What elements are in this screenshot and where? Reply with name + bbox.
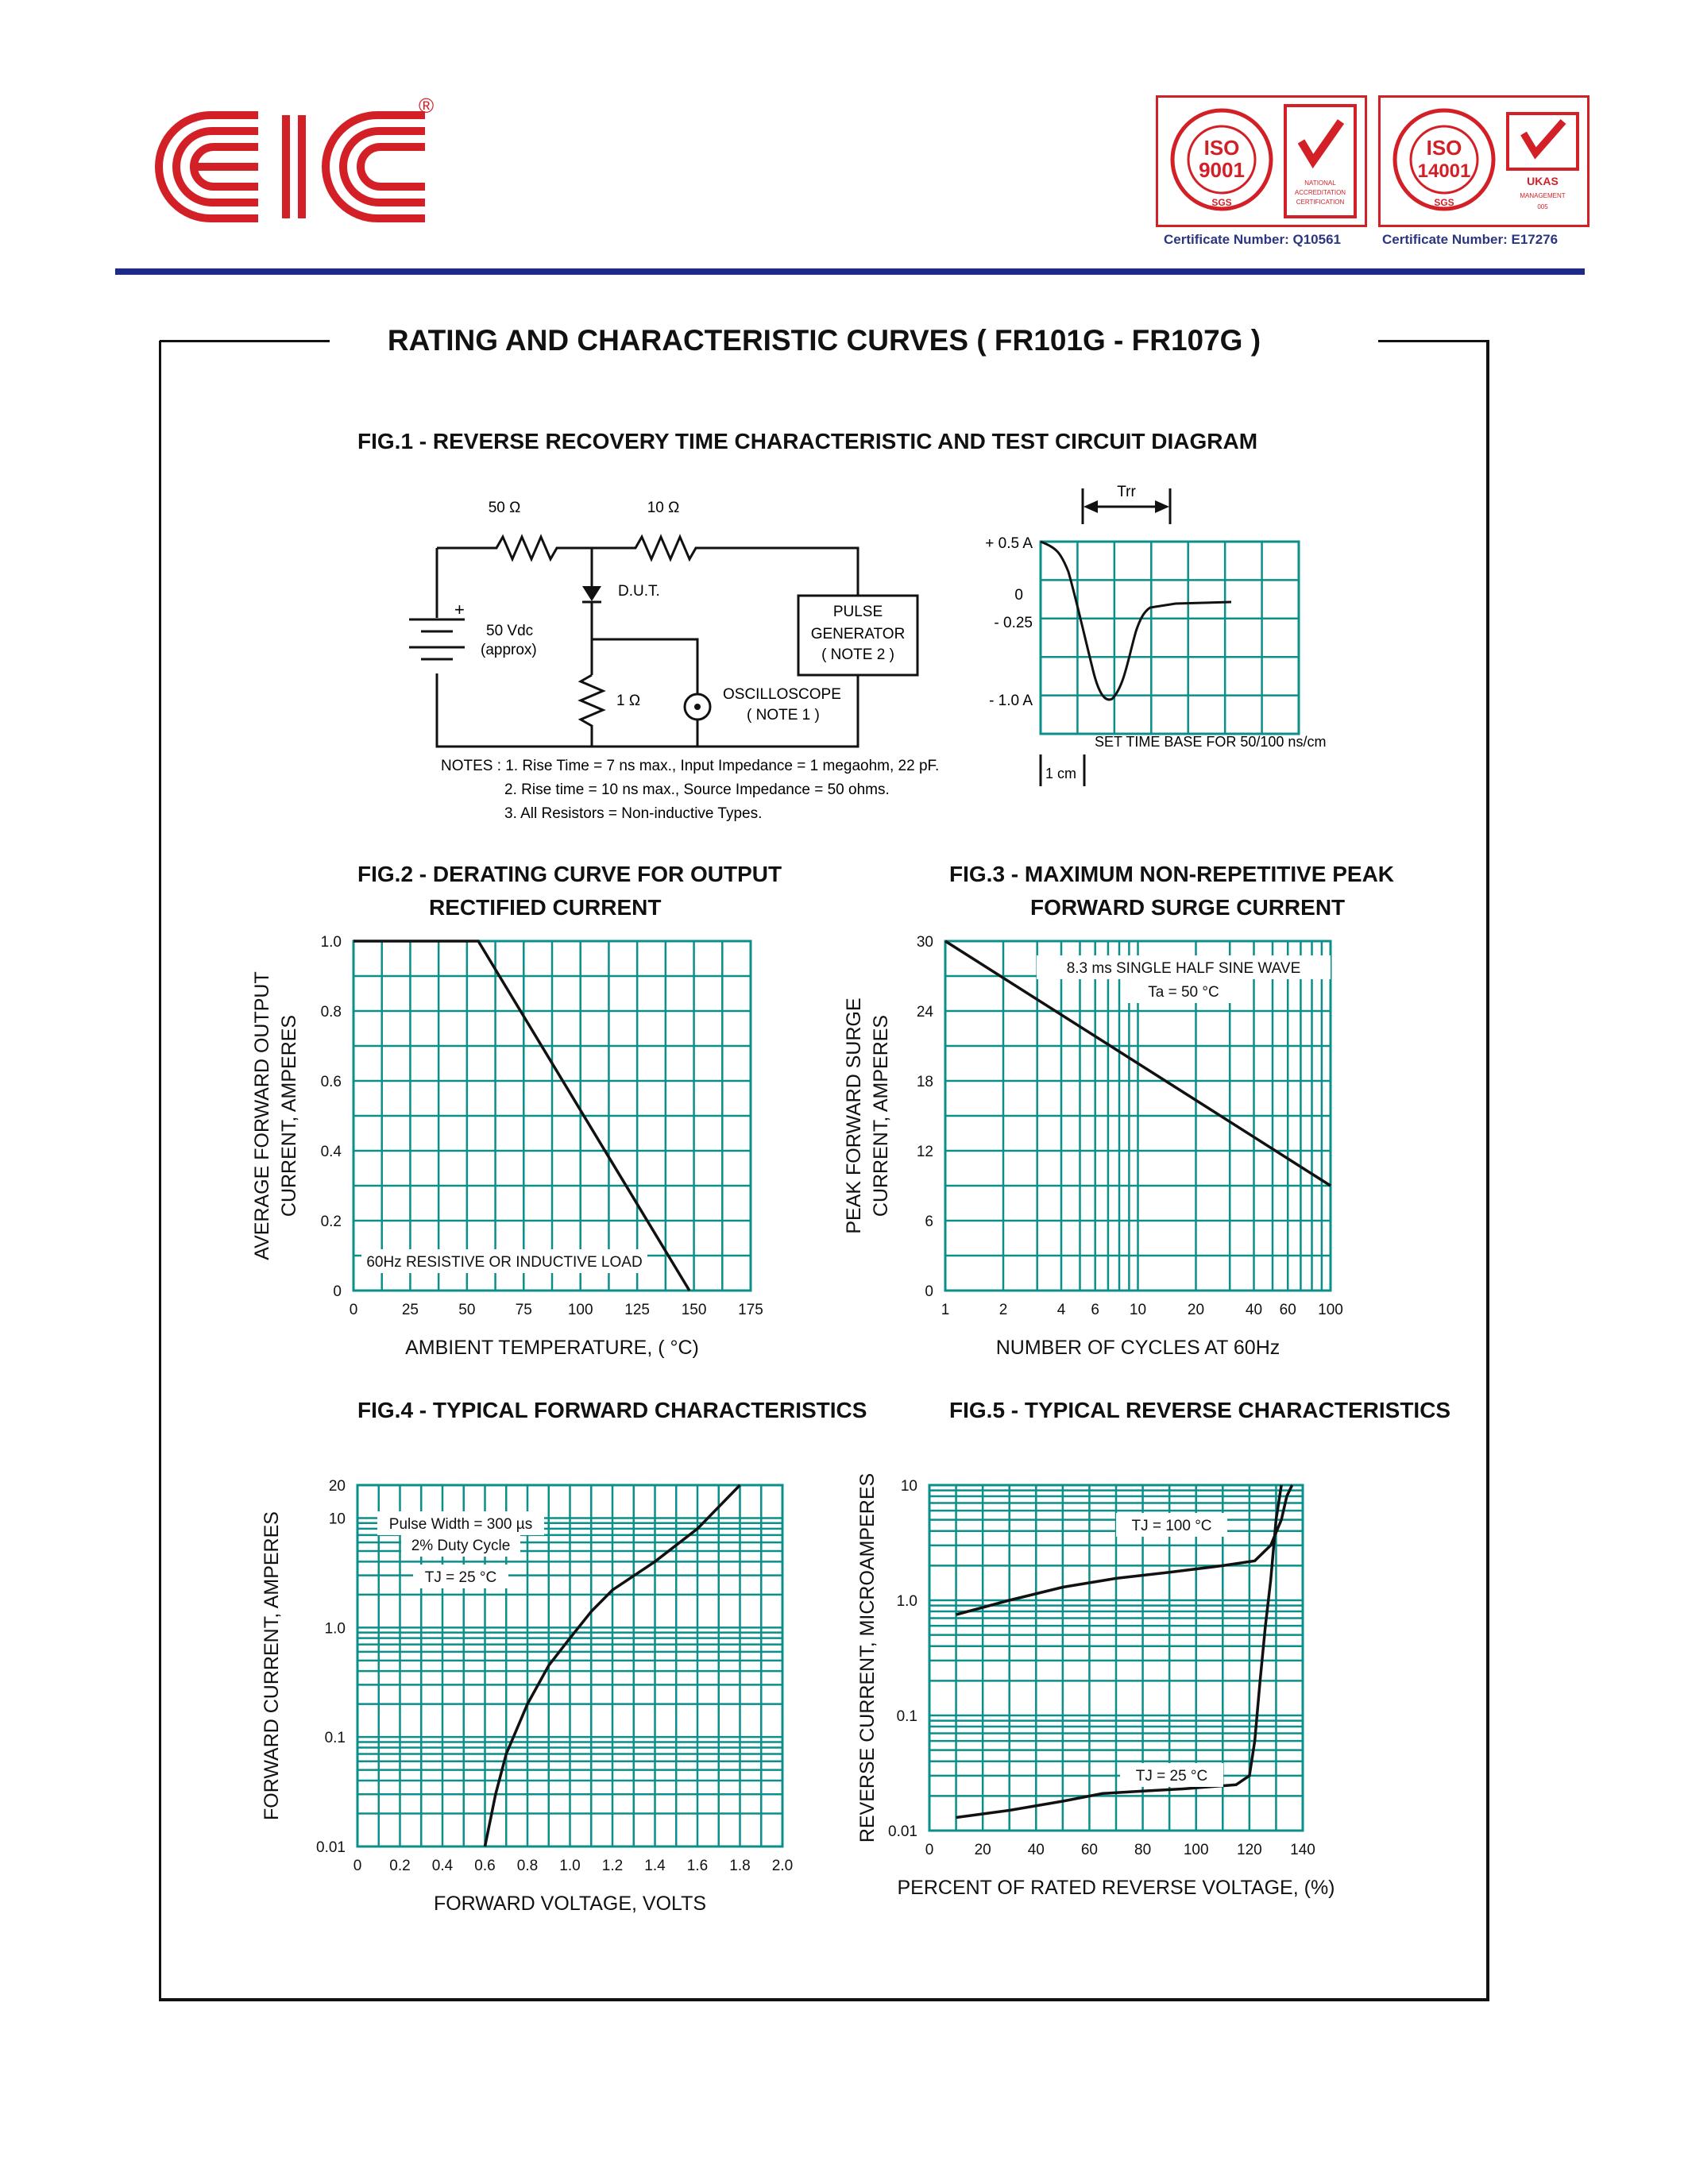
supply-label: 50 Vdc [486,623,534,639]
scope-line2: ( NOTE 1 ) [747,707,820,723]
r3-label: 1 Ω [616,693,641,709]
y-axis-label: REVERSE CURRENT, MICROAMPERES [856,1472,879,1843]
y-axis-label: CURRENT, AMPERES [278,1014,300,1217]
annotation-text: 8.3 ms SINGLE HALF SINE WAVE [1066,960,1301,977]
x-tick-label: 100 [567,1302,593,1318]
wave-label-zero: 0 [1014,587,1023,604]
x-tick-label: 10 [1129,1302,1147,1318]
wave-label-m10: - 1.0 A [989,693,1033,709]
pulse-gen-line3: ( NOTE 2 ) [821,646,894,663]
x-tick-label: 25 [401,1302,419,1318]
plus-sign: + [454,600,465,619]
svg-text:005: 005 [1537,203,1548,210]
y-tick-label: 0.1 [324,1730,346,1747]
fig1-waveform [977,477,1390,810]
y-tick-label: 0 [333,1283,342,1300]
series-line [956,1485,1292,1615]
x-tick-label: 1.0 [559,1858,581,1874]
svg-text:NATIONAL: NATIONAL [1304,179,1336,187]
annotation-text: TJ = 25 °C [1135,1768,1208,1785]
wave-label-p05: + 0.5 A [985,535,1033,552]
y-tick-label: 0.01 [888,1823,917,1840]
x-tick-label: 4 [1056,1302,1066,1318]
x-tick-label: 40 [1027,1842,1045,1858]
y-axis-label: AVERAGE FORWARD OUTPUT [251,971,273,1260]
scope-line1: OSCILLOSCOPE [723,686,841,703]
y-tick-label: 0.8 [320,1004,342,1021]
x-tick-label: 1.2 [601,1858,624,1874]
annotation-text: TJ = 25 °C [424,1569,497,1586]
x-axis-label: PERCENT OF RATED REVERSE VOLTAGE, (%) [897,1877,1335,1899]
x-tick-label: 1 [941,1302,950,1318]
x-tick-label: 0 [349,1302,358,1318]
pulse-gen-line2: GENERATOR [810,626,906,642]
x-tick-label: 120 [1237,1842,1262,1858]
annotation-text: TJ = 100 °C [1131,1518,1212,1534]
x-tick-label: 0.2 [389,1858,411,1874]
x-tick-label: 0 [925,1842,934,1858]
y-tick-label: 6 [925,1214,933,1230]
fig2-caption-2: RECTIFIED CURRENT [429,895,662,920]
y-tick-label: 30 [916,934,933,951]
pulse-gen-line1: PULSE [832,604,883,620]
certificate-number-e: Certificate Number: E17276 [1382,232,1559,247]
x-tick-label: 1.6 [686,1858,709,1874]
x-tick-label: 1.8 [729,1858,751,1874]
y-tick-label: 0 [925,1283,933,1300]
registered-mark: ® [419,94,435,118]
svg-text:14001: 14001 [1417,160,1471,182]
certificate-number-q: Certificate Number: Q10561 [1164,232,1341,247]
svg-text:SGS: SGS [1434,197,1454,208]
x-axis-label: AMBIENT TEMPERATURE, ( °C) [405,1337,699,1358]
y-tick-label: 1.0 [896,1593,917,1610]
x-tick-label: 0.6 [474,1858,496,1874]
fig1-note-2: 2. Rise time = 10 ns max., Source Impedance = 50 ohms. [504,781,890,798]
x-tick-label: 0 [353,1858,362,1874]
svg-text:9001: 9001 [1199,158,1245,182]
fig1-circuit [397,477,969,842]
y-tick-label: 18 [916,1074,933,1090]
x-tick-label: 175 [738,1302,763,1318]
x-tick-label: 100 [1318,1302,1343,1318]
x-tick-label: 80 [1134,1842,1152,1858]
x-tick-label: 150 [681,1302,707,1318]
fig4-caption: FIG.4 - TYPICAL FORWARD CHARACTERISTICS [357,1398,867,1422]
annotation-text: Ta = 50 °C [1148,984,1219,1001]
y-axis-label: PEAK FORWARD SURGE [843,997,865,1234]
y-tick-label: 1.0 [324,1620,346,1638]
svg-text:UKAS: UKAS [1527,175,1559,187]
svg-text:ISO: ISO [1203,136,1240,160]
x-tick-label: 50 [458,1302,476,1318]
x-tick-label: 140 [1290,1842,1315,1858]
trr-label: Trr [1117,484,1136,500]
dut-label: D.U.T. [618,583,660,600]
fig1-note-3: 3. All Resistors = Non-inductive Types. [504,805,763,822]
x-tick-label: 100 [1183,1842,1209,1858]
y-axis-label: CURRENT, AMPERES [870,1014,892,1217]
svg-text:ISO: ISO [1426,136,1462,160]
y-tick-label: 10 [328,1511,346,1528]
r2-label: 10 Ω [647,500,680,516]
fig1-note-1: NOTES : 1. Rise Time = 7 ns max., Input Impedance = 1 megaohm, 22 pF. [441,758,940,774]
eic-logo [147,99,433,234]
fig3-caption-2: FORWARD SURGE CURRENT [1030,895,1346,920]
y-tick-label: 0.2 [320,1214,342,1230]
x-tick-label: 40 [1245,1302,1263,1318]
chart-grid [353,941,751,1291]
r1-label: 50 Ω [488,500,521,516]
x-tick-label: 75 [515,1302,532,1318]
x-tick-label: 60 [1080,1842,1098,1858]
fig2-chart [238,929,778,1358]
svg-text:MANAGEMENT: MANAGEMENT [1520,192,1566,199]
x-tick-label: 1.4 [644,1858,666,1874]
y-tick-label: 12 [916,1144,933,1160]
y-tick-label: 1.0 [320,934,342,951]
x-tick-label: 0.4 [431,1858,454,1874]
fig2-caption-1: FIG.2 - DERATING CURVE FOR OUTPUT [357,862,782,886]
annotation-text: 2% Duty Cycle [411,1538,511,1554]
svg-text:SGS: SGS [1211,197,1232,208]
x-tick-label: 20 [1187,1302,1205,1318]
supply-note: (approx) [481,642,537,658]
header-rule [115,268,1585,275]
timebase-label: SET TIME BASE FOR 50/100 ns/cm [1095,734,1327,750]
x-tick-label: 2.0 [771,1858,794,1874]
fig5-chart [850,1453,1406,1938]
y-tick-label: 0.4 [320,1144,342,1160]
svg-text:CERTIFICATION: CERTIFICATION [1296,199,1345,206]
wave-label-m025: - 0.25 [994,615,1033,631]
y-tick-label: 10 [900,1478,917,1495]
y-tick-label: 0.1 [896,1708,917,1725]
y-axis-label: FORWARD CURRENT, AMPERES [261,1511,283,1820]
svg-text:ACCREDITATION: ACCREDITATION [1294,189,1346,196]
annotation-text: Pulse Width = 300 µs [388,1516,533,1533]
y-tick-label: 0.6 [320,1074,342,1090]
fig5-caption: FIG.5 - TYPICAL REVERSE CHARACTERISTICS [949,1398,1451,1422]
fig3-chart [830,929,1370,1358]
x-axis-label: NUMBER OF CYCLES AT 60Hz [995,1337,1280,1358]
y-tick-label: 24 [916,1004,933,1021]
x-tick-label: 60 [1279,1302,1296,1318]
fig4-chart [238,1453,794,1938]
annotation-text: 60Hz RESISTIVE OR INDUCTIVE LOAD [366,1254,643,1271]
x-tick-label: 0.8 [516,1858,539,1874]
fig1-caption: FIG.1 - REVERSE RECOVERY TIME CHARACTERISTIC AND TEST CIRCUIT DIAGRAM [357,429,1258,453]
iso-9001-badge [1156,95,1367,227]
x-tick-label: 20 [974,1842,991,1858]
cm-label: 1 cm [1045,766,1077,781]
x-axis-label: FORWARD VOLTAGE, VOLTS [433,1893,707,1915]
x-tick-label: 125 [624,1302,650,1318]
y-tick-label: 20 [328,1478,346,1495]
iso-14001-badge [1378,95,1590,227]
y-tick-label: 0.01 [316,1839,346,1856]
fig3-caption-1: FIG.3 - MAXIMUM NON-REPETITIVE PEAK [949,862,1395,886]
page-title: RATING AND CHARACTERISTIC CURVES ( FR101G - FR107G ) [159,324,1489,357]
x-tick-label: 6 [1091,1302,1099,1318]
x-tick-label: 2 [999,1302,1008,1318]
